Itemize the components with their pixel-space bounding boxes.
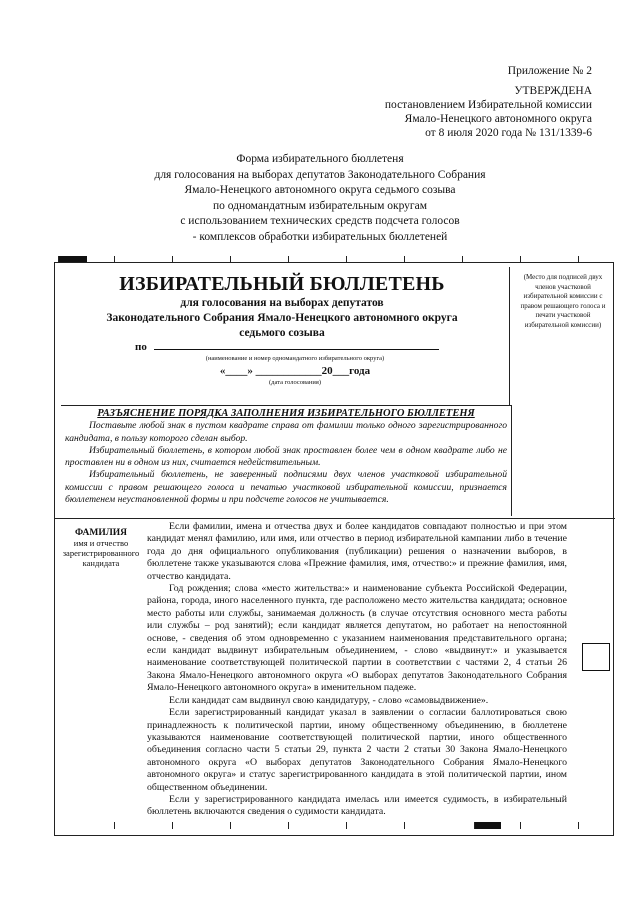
decree-line-3: от 8 июля 2020 года № 131/1339-6 xyxy=(425,127,592,139)
district-line xyxy=(135,341,445,353)
candidate-paragraph: Если зарегистрированный кандидат указал в заявлении о согласии баллотироваться свою принадлежность к политической партии, иному общественному объединению, в бюллетене указываются наименование соответствующей политической партии, иного общественного объединения согласно части 5 статьи 29, пункта 2 части 2 статьи 30 Закона Ямало-Ненецкого автономного округа «О выборах депутатов Законодательного Собрания Ямало-Ненецкого автономного округа» и статус зарегистрированного кандидата в этой политической партии, ином общественном объединении. xyxy=(147,707,567,793)
ballot-form xyxy=(54,262,614,836)
form-title xyxy=(0,152,640,245)
candidate-name-label: имя и отчество зарегистрированного кандидата xyxy=(62,538,140,568)
form-title-line: с использованием технических средств подсчета голосов xyxy=(180,215,460,227)
ballot-title-box xyxy=(55,267,510,405)
explanation-paragraph: Избирательный бюллетень, в котором любой знак проставлен более чем в одном квадрате либо не проставлен ни в одном из них, считается недействительным. xyxy=(65,444,507,469)
approved-label: УТВЕРЖДЕНА xyxy=(514,85,592,97)
appendix-label: Приложение № 2 xyxy=(507,65,592,77)
candidate-surname-label: ФАМИЛИЯ xyxy=(74,528,128,538)
district-prefix: по xyxy=(135,341,147,353)
ballot-subtitle-1: для голосования на выборах депутатов xyxy=(180,297,384,309)
candidate-block xyxy=(55,518,615,836)
vote-checkbox[interactable] xyxy=(582,643,610,671)
signature-place-note: (Место для подписей двух членов участковой избирательной комиссии с правом решающего голоса и печати участковой избирательной комиссии) xyxy=(520,273,606,329)
decree-line-2: Ямало-Ненецкого автономного округа xyxy=(404,113,592,125)
date-hint: (дата голосования) xyxy=(268,379,322,386)
form-title-line: Ямало-Ненецкого автономного округа седьмого созыва xyxy=(184,184,456,196)
ballot-title: ИЗБИРАТЕЛЬНЫЙ БЮЛЛЕТЕНЬ xyxy=(119,273,445,295)
candidate-paragraph: Год рождения; слова «место жительства:» и наименование субъекта Российской Федерации, района, города, иного населенного пункта, где расположено место жительства кандидата; основное место работы или службы, занимаемая должность (в случае отсутствия основного места работы или службы – род занятий); если кандидат является депутатом, но работает на непостоянной основе, - сведения об этом одновременно с указанием наименования представительного органа; если кандидат выдвинут избирательным объединением, - слово «выдвинут:» и указывается наименование соответствующей политической партии в соответствии с частями 2, 4 статьи 26 Закона Ямало-Ненецкого автономного округа «О выборах депутатов Законодательного Собрания Ямало-Ненецкого автономного округа» в именительном падеже. xyxy=(147,583,567,694)
form-title-line: - комплексов обработки избирательных бюллетеней xyxy=(192,230,448,243)
date-line: «____» ____________20___года xyxy=(219,365,371,377)
explanation-title: РАЗЪЯСНЕНИЕ ПОРЯДКА ЗАПОЛНЕНИЯ ИЗБИРАТЕЛЬНОГО БЮЛЛЕТЕНЯ xyxy=(97,408,475,419)
district-hint: (наименование и номер одномандатного избирательного округа) xyxy=(205,355,385,362)
ballot-subtitle-3: седьмого созыва xyxy=(239,327,325,339)
bottom-timing-marks xyxy=(54,822,614,829)
candidate-paragraph: Если фамилии, имена и отчества двух и более кандидатов совпадают полностью и при этом кандидат менял фамилию, или имя, или отчество в период избирательной кампании либо в течение года до дня официального опубликования (публикации) решения о назначении выборов, в бюллетене также указываются слова «Прежние фамилия, имя, отчество:» и прежние фамилия, имя, отчество кандидата. xyxy=(147,521,567,582)
explanation-paragraph: Избирательный бюллетень, не заверенный подписями двух членов участковой избирательной комиссии с правом решающего голоса и печатью участковой избирательной комиссии, признается бюллетенем неустановленной формы и при подсчете голосов не учитывается. xyxy=(65,469,507,506)
explanation-block xyxy=(61,405,512,516)
district-blank xyxy=(154,349,439,350)
candidate-info xyxy=(147,521,567,819)
explanation-paragraph: Поставьте любой знак в пустом квадрате справа от фамилии только одного зарегистрированного кандидата, в пользу которого сделан выбор. xyxy=(65,420,507,444)
candidate-paragraph: Если у зарегистрированного кандидата имелась или имеется судимость, в избирательный бюллетень включаются сведения о судимости кандидата. xyxy=(147,793,567,818)
candidate-paragraph: Если кандидат сам выдвинул свою кандидатуру, - слово «самовыдвижение». xyxy=(169,694,489,706)
form-title-line: Форма избирательного бюллетеня xyxy=(236,153,404,165)
candidate-label xyxy=(59,527,143,568)
form-title-line: для голосования на выборах депутатов Законодательного Собрания xyxy=(154,168,486,181)
ballot-subtitle-2: Законодательного Собрания Ямало-Ненецкого автономного округа xyxy=(106,312,458,324)
form-title-line: по одномандатным избирательным округам xyxy=(212,199,428,212)
decree-line-1: постановлением Избирательной комиссии xyxy=(384,99,592,111)
